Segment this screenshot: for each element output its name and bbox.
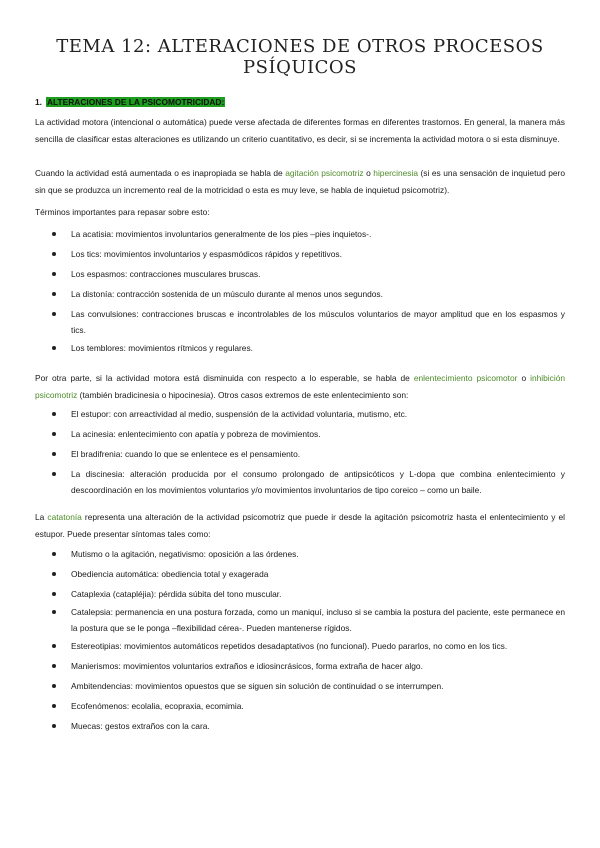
bullet-icon <box>52 572 56 576</box>
bullet-icon <box>52 252 56 256</box>
document-title: TEMA 12: ALTERACIONES DE OTROS PROCESOS PSÍQUICOS <box>56 36 544 78</box>
bullet-icon <box>52 346 56 350</box>
bullet-icon <box>52 644 56 648</box>
list-item-text: El bradifrenia: cuando lo que se enlentece es el pensamiento. <box>71 449 301 459</box>
section-number: 1. <box>35 97 42 107</box>
list-item-text: Obediencia automática: obediencia total y exagerada <box>71 569 269 579</box>
term-catatonia: catatonía <box>47 512 82 522</box>
bullet-icon <box>52 272 56 276</box>
term-hipercinesia: hipercinesia <box>373 168 418 178</box>
bullet-icon <box>52 292 56 296</box>
list-item-text: El estupor: con arreactividad al medio, suspensión de la actividad voluntaria, mutismo, etc. <box>71 409 408 419</box>
bullet-icon <box>52 312 56 316</box>
paragraph-text: (si es una sensación de inquietud pero sin que se produzca un incremento real de la motricidad o esta es muy leve, se habla de inquietud psicomotriz). <box>35 168 566 195</box>
section-heading-text: ALTERACIONES DE LA PSICOMOTRICIDAD: <box>47 97 225 107</box>
bullet-icon <box>52 704 56 708</box>
term-enlentecimiento: enlentecimiento psicomotor <box>413 373 518 383</box>
paragraph-increased-activity <box>35 165 565 199</box>
paragraph-text: o <box>517 373 531 383</box>
bullet-icon <box>52 724 56 728</box>
bullet-icon <box>52 432 56 436</box>
list-item-text: Las convulsiones: contracciones bruscas e incontrolables de los músculos voluntarios de mayor amplitud que en los espasmos y tics. <box>71 309 565 335</box>
term-inhibicion: inhibición psicomotriz <box>35 373 566 400</box>
term-agitacion: agitación psicomotriz <box>285 168 364 178</box>
paragraph-catatonia <box>35 509 565 543</box>
bullet-icon <box>52 610 56 614</box>
paragraph-text: o <box>363 168 374 178</box>
paragraph-intro: La actividad motora (intencional o automática) puede verse afectada de diferentes formas en diferentes trastornos. En general, la manera más sencilla de clasificar estas alteraciones es utilizando un criterio cuantitativo, es decir, si se incrementa la actividad motora o si esta disminuye. <box>35 117 565 144</box>
bullet-icon <box>52 472 56 476</box>
paragraph-text: representa una alteración de la actividad psicomotriz que puede ir desde la agitación psicomotriz hasta el enlentecimiento y el estupor. Puede presentar síntomas tales como: <box>35 512 565 539</box>
section-heading <box>35 94 565 111</box>
list-item-text: La distonía: contracción sostenida de un músculo durante al menos unos segundos. <box>71 289 383 299</box>
bullet-icon <box>52 592 56 596</box>
paragraph-text: (también bradicinesia o hipocinesia). Otros casos extremos de este enlentecimiento son: <box>77 390 409 400</box>
bullet-icon <box>52 412 56 416</box>
list-item-text: Mutismo o la agitación, negativismo: oposición a las órdenes. <box>71 549 299 559</box>
bullet-icon <box>52 684 56 688</box>
paragraph-decreased-activity <box>35 370 565 404</box>
list-item-text: Ambitendencias: movimientos opuestos que se siguen sin solución de continuidad o se interrumpen. <box>71 681 444 691</box>
bullet-icon <box>52 664 56 668</box>
paragraph-text: La <box>35 512 48 522</box>
list-item-text: Los espasmos: contracciones musculares bruscas. <box>71 269 261 279</box>
list-item-text: Muecas: gestos extraños con la cara. <box>71 721 210 731</box>
paragraph-text: Cuando la actividad está aumentada o es inapropiada se habla de <box>35 168 286 178</box>
list-item-text: Cataplexia (catapléjia): pérdida súbita del tono muscular. <box>71 589 282 599</box>
paragraph-text: Por otra parte, si la actividad motora está disminuida con respecto a lo esperable, se habla de <box>35 373 414 383</box>
list-item-text: Los temblores: movimientos rítmicos y regulares. <box>71 343 253 353</box>
list-item-text: Manierismos: movimientos voluntarios extraños e idiosincrásicos, forma extraña de hacer algo. <box>71 661 423 671</box>
bullet-icon <box>52 232 56 236</box>
bullet-icon <box>52 552 56 556</box>
list-item-text: La acatisia: movimientos involuntarios generalmente de los pies –pies inquietos-. <box>71 229 372 239</box>
list-item-text: Los tics: movimientos involuntarios y espasmódicos rápidos y repetitivos. <box>71 249 342 259</box>
list-item-text: La acinesia: enlentecimiento con apatía y pobreza de movimientos. <box>71 429 321 439</box>
list-item-text: La discinesia: alteración producida por el consumo prolongado de antipsicóticos y L-dopa que combina enlentecimiento y descoordinación en los movimientos voluntarios y/o movimientos involuntarios de tipo coreico – como un baile. <box>71 469 565 495</box>
bullet-icon <box>52 452 56 456</box>
list-item-text: Catalepsia: permanencia en una postura forzada, como un maniquí, incluso si se cambia la postura del paciente, este permanece en la postura que se le ponga –flexibilidad cérea-. Pueden mantenerse rígidos. <box>71 607 565 633</box>
paragraph-terms-intro: Términos importantes para repasar sobre esto: <box>35 207 210 217</box>
list-item-text: Ecofenómenos: ecolalia, ecopraxia, ecomimia. <box>71 701 244 711</box>
list-item-text: Estereotipias: movimientos automáticos repetidos desadaptativos (no funcional). Puedo pararlos, no como en los tics. <box>71 641 508 651</box>
